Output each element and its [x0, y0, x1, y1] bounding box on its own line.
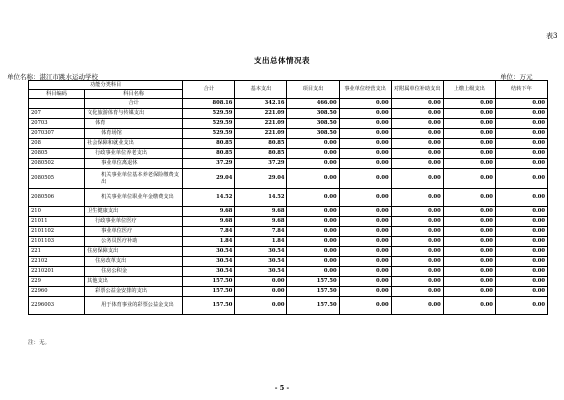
table-row [29, 129, 548, 139]
cell-business: 0.00 [339, 119, 391, 129]
cell-carry: 0.00 [495, 247, 547, 257]
cell-name: 行政事业单位医疗 [85, 217, 183, 227]
cell-upper: 0.00 [443, 267, 495, 277]
table-row [29, 169, 548, 189]
cell-project: 0.00 [287, 207, 339, 217]
cell-business: 0.00 [339, 99, 391, 109]
cell-total: 29.04 [183, 169, 235, 189]
cell-subsidy: 0.00 [391, 247, 443, 257]
expenditure-table [28, 80, 548, 315]
header-upper: 上缴上级支出 [443, 81, 495, 99]
cell-subsidy: 0.00 [391, 109, 443, 119]
table-row [29, 287, 548, 297]
cell-code: 221 [29, 247, 85, 257]
cell-basic: 30.54 [235, 247, 287, 257]
cell-name: 事业单位医疗 [85, 227, 183, 237]
cell-subsidy: 0.00 [391, 207, 443, 217]
cell-name: 其他支出 [85, 277, 183, 287]
cell-business: 0.00 [339, 297, 391, 315]
cell-business: 0.00 [339, 227, 391, 237]
cell-business: 0.00 [339, 217, 391, 227]
cell-upper: 0.00 [443, 109, 495, 119]
cell-subsidy: 0.00 [391, 139, 443, 149]
cell-code: 2101103 [29, 237, 85, 247]
cell-code: 229 [29, 277, 85, 287]
cell-total: 157.50 [183, 297, 235, 315]
cell-name: 机关事业单位职业年金缴费支出 [85, 189, 183, 207]
cell-name: 卫生健康支出 [85, 207, 183, 217]
cell-business: 0.00 [339, 129, 391, 139]
cell-project: 466.00 [287, 99, 339, 109]
cell-name: 住房公积金 [85, 267, 183, 277]
cell-business: 0.00 [339, 277, 391, 287]
cell-code: 20703 [29, 119, 85, 129]
cell-basic: 9.68 [235, 217, 287, 227]
cell-upper: 0.00 [443, 99, 495, 109]
cell-project: 157.50 [287, 277, 339, 287]
cell-business: 0.00 [339, 139, 391, 149]
cell-name: 社会保障和就业支出 [85, 139, 183, 149]
header-project: 项目支出 [287, 81, 339, 99]
cell-basic: 29.04 [235, 169, 287, 189]
cell-subsidy: 0.00 [391, 149, 443, 159]
cell-code: 22102 [29, 257, 85, 267]
table-row [29, 109, 548, 119]
table-row [29, 267, 548, 277]
cell-code: 2210201 [29, 267, 85, 277]
cell-upper: 0.00 [443, 247, 495, 257]
cell-total: 1.84 [183, 237, 235, 247]
cell-project: 0.00 [287, 159, 339, 169]
cell-total: 529.59 [183, 129, 235, 139]
cell-project: 0.00 [287, 227, 339, 237]
cell-name: 用于体育事业的彩票公益金支出 [85, 297, 183, 315]
cell-project: 0.00 [287, 149, 339, 159]
table-row [29, 99, 548, 109]
cell-business: 0.00 [339, 149, 391, 159]
header-total: 合计 [183, 81, 235, 99]
cell-upper: 0.00 [443, 217, 495, 227]
cell-carry: 0.00 [495, 287, 547, 297]
cell-carry: 0.00 [495, 149, 547, 159]
cell-upper: 0.00 [443, 129, 495, 139]
cell-upper: 0.00 [443, 277, 495, 287]
cell-carry: 0.00 [495, 217, 547, 227]
cell-total: 37.29 [183, 159, 235, 169]
cell-project: 0.00 [287, 257, 339, 267]
header-business: 事业单位经营支出 [339, 81, 391, 99]
cell-name: 彩票公益金安排的支出 [85, 287, 183, 297]
table-row [29, 237, 548, 247]
cell-subsidy: 0.00 [391, 129, 443, 139]
cell-basic: 221.09 [235, 119, 287, 129]
cell-project: 157.50 [287, 287, 339, 297]
cell-total: 30.54 [183, 267, 235, 277]
cell-subsidy: 0.00 [391, 277, 443, 287]
cell-basic: 221.09 [235, 129, 287, 139]
table-row [29, 149, 548, 159]
cell-total: 7.84 [183, 227, 235, 237]
cell-code: 2080502 [29, 159, 85, 169]
cell-business: 0.00 [339, 287, 391, 297]
cell-name: 住房保障支出 [85, 247, 183, 257]
table-row [29, 159, 548, 169]
cell-code: 2101102 [29, 227, 85, 237]
cell-project: 308.50 [287, 129, 339, 139]
cell-total: 157.50 [183, 287, 235, 297]
cell-total: 9.68 [183, 207, 235, 217]
cell-subsidy: 0.00 [391, 267, 443, 277]
cell-name: 文化旅游体育与传媒支出 [85, 109, 183, 119]
table-row [29, 189, 548, 207]
cell-carry: 0.00 [495, 99, 547, 109]
cell-total: 9.68 [183, 217, 235, 227]
cell-upper: 0.00 [443, 297, 495, 315]
cell-total: 30.54 [183, 247, 235, 257]
cell-carry: 0.00 [495, 207, 547, 217]
cell-project: 308.50 [287, 109, 339, 119]
cell-business: 0.00 [339, 189, 391, 207]
cell-carry: 0.00 [495, 297, 547, 315]
table-row [29, 277, 548, 287]
cell-total: 529.59 [183, 119, 235, 129]
cell-carry: 0.00 [495, 257, 547, 267]
cell-name: 合计 [85, 99, 183, 109]
cell-carry: 0.00 [495, 129, 547, 139]
cell-basic: 37.29 [235, 159, 287, 169]
cell-upper: 0.00 [443, 159, 495, 169]
cell-basic: 342.16 [235, 99, 287, 109]
cell-upper: 0.00 [443, 237, 495, 247]
cell-subsidy: 0.00 [391, 257, 443, 267]
cell-basic: 30.54 [235, 267, 287, 277]
table-row [29, 207, 548, 217]
cell-basic: 221.09 [235, 109, 287, 119]
cell-code: 2070307 [29, 129, 85, 139]
cell-upper: 0.00 [443, 287, 495, 297]
cell-carry: 0.00 [495, 159, 547, 169]
cell-subsidy: 0.00 [391, 237, 443, 247]
cell-project: 157.50 [287, 297, 339, 315]
cell-carry: 0.00 [495, 169, 547, 189]
cell-subsidy: 0.00 [391, 297, 443, 315]
cell-subsidy: 0.00 [391, 287, 443, 297]
cell-project: 0.00 [287, 267, 339, 277]
cell-project: 0.00 [287, 169, 339, 189]
cell-code: 2080506 [29, 189, 85, 207]
cell-total: 80.85 [183, 149, 235, 159]
cell-code: 210 [29, 207, 85, 217]
currency-unit-label: 单位：万元 [500, 73, 533, 81]
page-number: - 5 - [274, 384, 290, 392]
cell-upper: 0.00 [443, 227, 495, 237]
cell-code: 20805 [29, 149, 85, 159]
cell-business: 0.00 [339, 267, 391, 277]
cell-carry: 0.00 [495, 227, 547, 237]
cell-total: 80.85 [183, 139, 235, 149]
cell-code: 2080505 [29, 169, 85, 189]
cell-name: 体育场馆 [85, 129, 183, 139]
unit-name-label: 单位名称：湛江市跳水运动学校 [7, 73, 98, 81]
cell-carry: 0.00 [495, 119, 547, 129]
cell-subsidy: 0.00 [391, 189, 443, 207]
cell-basic: 14.52 [235, 189, 287, 207]
table-row [29, 227, 548, 237]
cell-project: 0.00 [287, 237, 339, 247]
cell-code: 21011 [29, 217, 85, 227]
cell-basic: 80.85 [235, 139, 287, 149]
cell-total: 157.50 [183, 277, 235, 287]
cell-code: 2296003 [29, 297, 85, 315]
cell-business: 0.00 [339, 169, 391, 189]
cell-subsidy: 0.00 [391, 99, 443, 109]
cell-code [29, 99, 85, 109]
cell-upper: 0.00 [443, 139, 495, 149]
cell-upper: 0.00 [443, 119, 495, 129]
cell-business: 0.00 [339, 159, 391, 169]
cell-carry: 0.00 [495, 139, 547, 149]
table-row [29, 119, 548, 129]
cell-subsidy: 0.00 [391, 227, 443, 237]
table-body [29, 99, 548, 315]
cell-carry: 0.00 [495, 109, 547, 119]
cell-upper: 0.00 [443, 207, 495, 217]
cell-total: 30.54 [183, 257, 235, 267]
cell-name: 行政事业单位养老支出 [85, 149, 183, 159]
cell-code: 22960 [29, 287, 85, 297]
cell-carry: 0.00 [495, 267, 547, 277]
cell-basic: 0.00 [235, 297, 287, 315]
table-note: 注：无。 [28, 340, 51, 346]
cell-basic: 80.85 [235, 149, 287, 159]
cell-subsidy: 0.00 [391, 169, 443, 189]
header-subsidy: 对附属单位补助支出 [391, 81, 443, 99]
cell-project: 308.50 [287, 119, 339, 129]
cell-subsidy: 0.00 [391, 217, 443, 227]
cell-business: 0.00 [339, 109, 391, 119]
cell-carry: 0.00 [495, 189, 547, 207]
cell-upper: 0.00 [443, 257, 495, 267]
cell-name: 机关事业单位基本养老保险缴费支出 [85, 169, 183, 189]
cell-subsidy: 0.00 [391, 159, 443, 169]
cell-project: 0.00 [287, 247, 339, 257]
cell-business: 0.00 [339, 257, 391, 267]
cell-code: 208 [29, 139, 85, 149]
cell-basic: 30.54 [235, 257, 287, 267]
cell-basic: 1.84 [235, 237, 287, 247]
cell-carry: 0.00 [495, 237, 547, 247]
cell-business: 0.00 [339, 237, 391, 247]
cell-upper: 0.00 [443, 189, 495, 207]
header-name: 科目名称 [85, 90, 183, 99]
header-code: 科目编码 [29, 90, 85, 99]
cell-upper: 0.00 [443, 149, 495, 159]
header-category: 功能分类科目 [29, 81, 183, 90]
cell-name: 体育 [85, 119, 183, 129]
cell-basic: 7.84 [235, 227, 287, 237]
header-basic: 基本支出 [235, 81, 287, 99]
cell-total: 808.16 [183, 99, 235, 109]
cell-project: 0.00 [287, 189, 339, 207]
cell-project: 0.00 [287, 139, 339, 149]
cell-subsidy: 0.00 [391, 119, 443, 129]
table-row [29, 257, 548, 267]
page-tag: 表3 [546, 32, 558, 40]
cell-name: 住房改革支出 [85, 257, 183, 267]
table-row [29, 247, 548, 257]
cell-code: 207 [29, 109, 85, 119]
cell-basic: 9.68 [235, 207, 287, 217]
page-title: 支出总体情况表 [254, 56, 310, 65]
cell-basic: 0.00 [235, 277, 287, 287]
table-row [29, 139, 548, 149]
header-carry: 结转下年 [495, 81, 547, 99]
cell-business: 0.00 [339, 247, 391, 257]
table-row [29, 297, 548, 315]
cell-upper: 0.00 [443, 169, 495, 189]
cell-basic: 0.00 [235, 287, 287, 297]
cell-project: 0.00 [287, 217, 339, 227]
table-row [29, 217, 548, 227]
cell-carry: 0.00 [495, 277, 547, 287]
cell-total: 529.59 [183, 109, 235, 119]
cell-business: 0.00 [339, 207, 391, 217]
cell-total: 14.52 [183, 189, 235, 207]
cell-name: 公务员医疗补助 [85, 237, 183, 247]
cell-name: 事业单位离退休 [85, 159, 183, 169]
